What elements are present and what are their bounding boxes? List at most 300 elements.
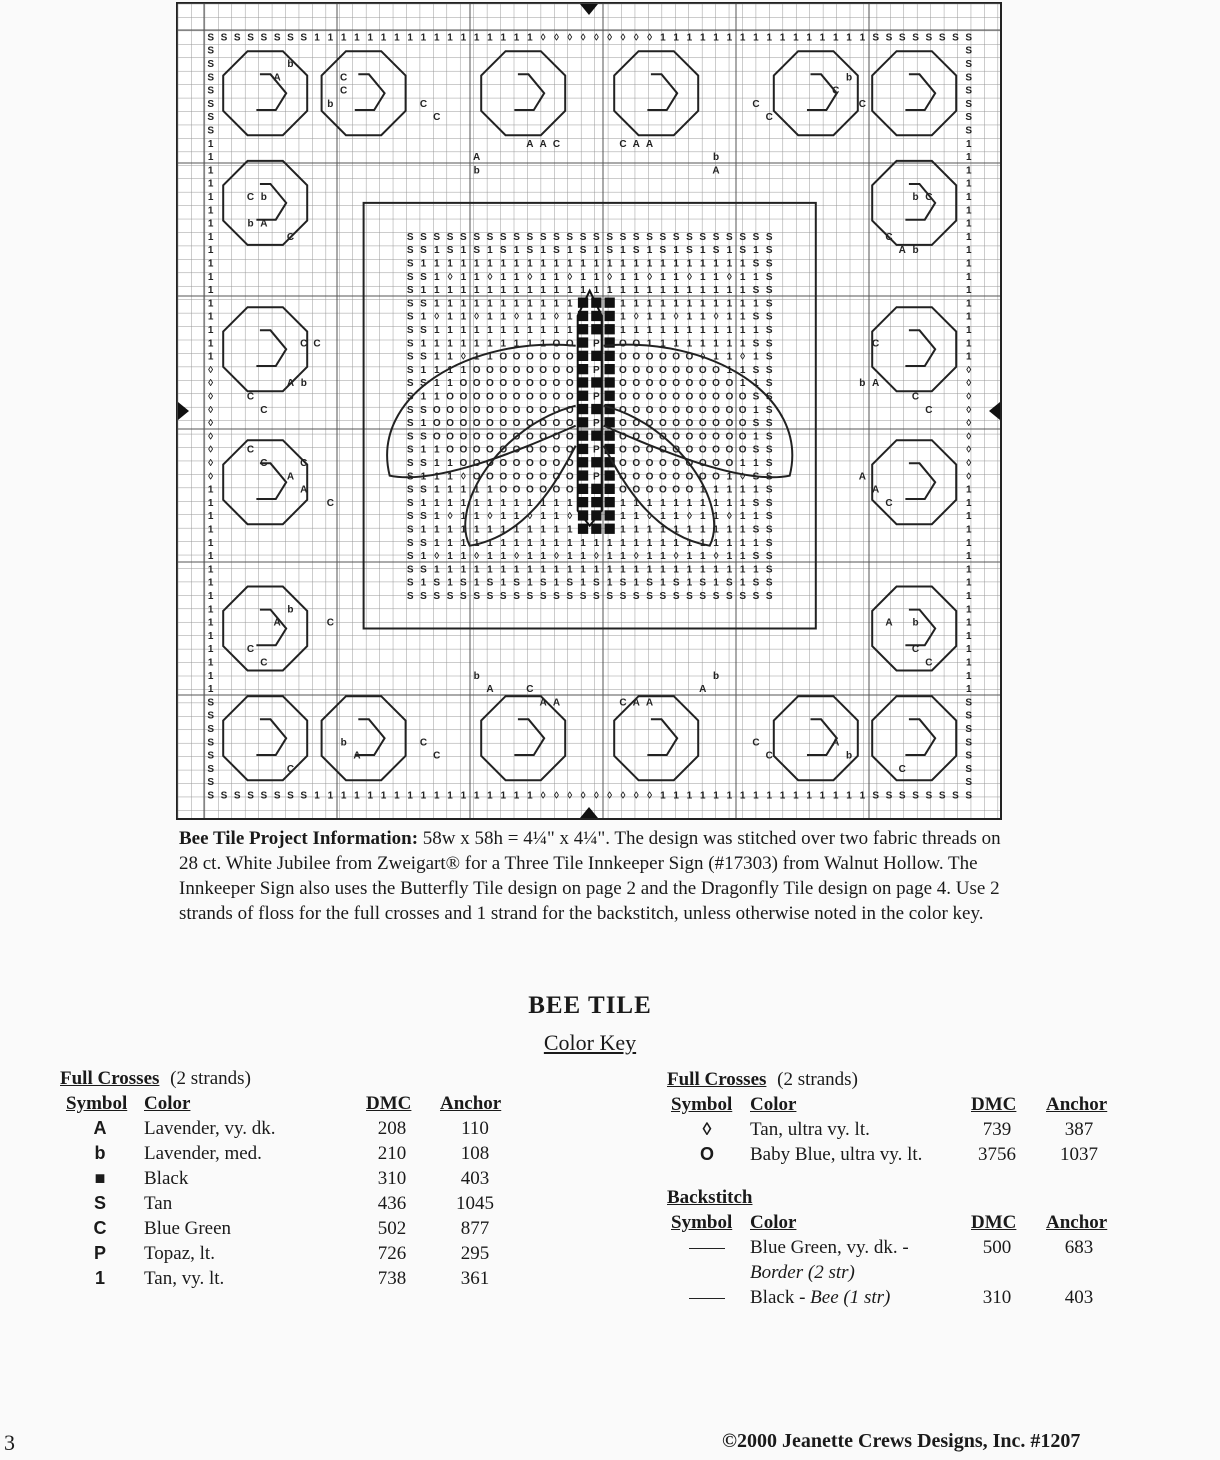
center-stitch: 1 (660, 338, 666, 350)
center-stitch: O (738, 391, 747, 403)
center-stitch: 1 (673, 324, 679, 336)
center-stitch: 1 (660, 564, 666, 576)
copyright-notice: ©2000 Jeanette Crews Designs, Inc. #1207 (722, 1430, 1081, 1452)
center-stitch: S (659, 590, 667, 602)
center-stitch: S (739, 231, 746, 243)
center-stitch: 1 (646, 551, 653, 563)
center-stitch: 1 (553, 537, 560, 549)
center-stitch: S (406, 324, 414, 336)
backstitch-line-symbol (689, 1287, 729, 1309)
center-stitch: O (619, 444, 627, 456)
border-stitch: ◊ (966, 444, 972, 456)
center-stitch: 1 (500, 551, 507, 563)
center-stitch: S (752, 524, 760, 536)
center-stitch: O (619, 378, 627, 390)
center-stitch: 1 (686, 497, 693, 509)
center-stitch: 1 (606, 537, 613, 549)
center-stitch: 1 (753, 324, 759, 336)
center-stitch: 1 (620, 298, 626, 310)
center-stitch: 1 (487, 484, 493, 496)
line-dash-icon (689, 1248, 725, 1249)
center-stitch: O (446, 444, 454, 456)
border-stitch: 1 (513, 32, 520, 44)
border-stitch: ◊ (208, 391, 214, 403)
border-stitch: 1 (207, 617, 214, 629)
center-stitch: 1 (646, 298, 653, 310)
border-stitch: 1 (367, 32, 374, 44)
center-stitch: O (632, 404, 641, 416)
center-stitch: O (725, 457, 734, 469)
center-stitch: S (765, 311, 773, 323)
center-stitch: O (486, 471, 494, 483)
chart-frame (177, 3, 1001, 819)
border-stitch: 1 (846, 32, 852, 44)
center-stitch: 1 (513, 285, 520, 297)
center-stitch: O (512, 444, 521, 456)
center-stitch: S (765, 418, 773, 430)
border-stitch: S (952, 32, 959, 44)
center-stitch: 1 (673, 497, 679, 509)
center-stitch: 1 (540, 524, 546, 536)
center-stitch: 1 (500, 338, 507, 350)
center-stitch: 1 (753, 245, 759, 257)
black-stitch (578, 391, 588, 401)
border-stitch: 1 (367, 790, 374, 802)
color-key-right (667, 1069, 1147, 1319)
border-motif-stitch: b (712, 670, 720, 682)
border-stitch: S (247, 32, 254, 44)
center-stitch: 1 (713, 564, 719, 576)
border-stitch: 1 (965, 298, 972, 310)
border-motif-stitch: C (260, 457, 268, 469)
border-motif-stitch: C (765, 112, 773, 124)
center-stitch: 1 (753, 271, 759, 283)
center-stitch: ◊ (434, 311, 440, 323)
key-anchor-number: 403 (460, 1168, 490, 1189)
page-number: 3 (4, 1430, 15, 1455)
center-stitch: O (512, 418, 521, 430)
border-stitch: S (207, 697, 214, 709)
center-stitch: O (698, 391, 707, 403)
border-stitch: 1 (832, 32, 839, 44)
center-stitch: O (552, 457, 561, 469)
border-motif-stitch: A (645, 138, 654, 150)
center-stitch: 1 (753, 298, 759, 310)
center-stitch: 1 (447, 497, 453, 509)
key-color-name: Topaz, lt. (144, 1243, 215, 1264)
center-stitch: 1 (660, 285, 666, 297)
center-stitch: O (512, 431, 521, 443)
center-stitch: 1 (699, 564, 706, 576)
center-stitch: ◊ (474, 551, 480, 563)
border-motif-stitch: C (885, 497, 893, 509)
center-stitch: O (658, 404, 667, 416)
border-stitch: 1 (433, 32, 440, 44)
border-stitch: S (925, 32, 933, 44)
border-stitch: 1 (819, 32, 826, 44)
border-motif-stitch: C (340, 72, 348, 84)
center-stitch: S (406, 404, 414, 416)
center-stitch: O (552, 484, 561, 496)
center-stitch: 1 (646, 285, 653, 297)
center-stitch: 1 (447, 324, 453, 336)
key-anchor-number: 683 (1064, 1237, 1094, 1258)
center-stitch: O (499, 457, 508, 469)
center-stitch: S (752, 577, 760, 589)
center-stitch: O (632, 418, 641, 430)
center-stitch: P (593, 364, 600, 376)
center-stitch: S (646, 590, 653, 602)
center-stitch: P (593, 471, 600, 483)
border-stitch: 1 (965, 630, 972, 642)
center-stitch: 1 (473, 577, 480, 589)
center-stitch: 1 (673, 298, 679, 310)
col-header-symbol: Symbol (671, 1212, 733, 1233)
center-stitch: S (420, 511, 427, 523)
center-stitch: S (752, 231, 760, 243)
center-stitch: O (552, 351, 561, 363)
center-stitch: 1 (739, 564, 746, 576)
border-motif-stitch: C (526, 684, 534, 696)
key-color-name: Lavender, med. (144, 1143, 262, 1164)
border-stitch: 1 (965, 644, 972, 656)
key-color-name: Tan, ultra vy. lt. (750, 1119, 870, 1140)
center-stitch: 1 (513, 338, 520, 350)
center-stitch: O (512, 404, 521, 416)
border-motif-stitch: b (327, 98, 334, 110)
border-stitch: ◊ (633, 790, 639, 802)
border-stitch: 1 (380, 32, 387, 44)
center-stitch: S (406, 351, 414, 363)
center-stitch: 1 (553, 271, 560, 283)
border-stitch: S (965, 737, 973, 749)
border-stitch: S (965, 710, 973, 722)
center-stitch: O (685, 378, 694, 390)
center-stitch: O (738, 418, 747, 430)
center-stitch: 1 (726, 285, 733, 297)
col-header-symbol: Symbol (66, 1093, 128, 1114)
center-stitch: 1 (527, 524, 533, 536)
center-stitch: 1 (460, 298, 467, 310)
key-anchor-number: 877 (460, 1218, 490, 1239)
center-stitch: 1 (686, 258, 693, 270)
center-stitch: S (499, 590, 507, 602)
border-stitch: 1 (965, 152, 972, 164)
center-stitch: ◊ (434, 551, 440, 563)
center-stitch: S (406, 431, 414, 443)
border-stitch: ◊ (607, 790, 613, 802)
center-stitch: 1 (553, 324, 560, 336)
center-stitch: 1 (500, 271, 507, 283)
border-stitch: 1 (965, 684, 972, 696)
key-row (60, 1218, 540, 1243)
center-stitch: 1 (660, 577, 666, 589)
center-stitch: 1 (527, 285, 533, 297)
black-stitch (605, 298, 615, 308)
center-stitch: 1 (487, 258, 493, 270)
border-stitch: 1 (965, 138, 972, 150)
center-stitch: S (539, 590, 547, 602)
border-stitch: ◊ (540, 790, 546, 802)
center-stitch: S (406, 364, 414, 376)
center-stitch: O (512, 457, 521, 469)
center-stitch: O (539, 364, 548, 376)
center-stitch: S (752, 391, 760, 403)
border-stitch: 1 (487, 32, 493, 44)
center-stitch: 1 (713, 484, 719, 496)
center-stitch: 1 (433, 351, 440, 363)
border-stitch: 1 (340, 32, 347, 44)
backstitch-row (667, 1237, 1147, 1283)
center-stitch: O (698, 418, 707, 430)
border-motif-stitch: C (246, 391, 255, 403)
backstitch-row (667, 1287, 1147, 1312)
black-stitch (605, 524, 615, 534)
border-stitch: 1 (207, 338, 214, 350)
center-stitch: 1 (487, 285, 493, 297)
center-stitch: ◊ (487, 511, 493, 523)
center-stitch: 1 (540, 497, 546, 509)
border-stitch: 1 (420, 32, 427, 44)
center-stitch: O (658, 351, 667, 363)
center-stitch: O (712, 391, 720, 403)
center-stitch: S (686, 231, 693, 243)
border-stitch: 1 (433, 790, 440, 802)
center-stitch: 1 (460, 258, 467, 270)
border-stitch: 1 (207, 311, 214, 323)
center-stitch: 1 (699, 285, 706, 297)
center-stitch: O (472, 444, 481, 456)
center-stitch: 1 (540, 311, 546, 323)
center-stitch: O (565, 471, 574, 483)
center-stitch: S (699, 590, 707, 602)
border-stitch: S (287, 32, 294, 44)
border-motif-stitch: A (486, 684, 494, 696)
border-motif-stitch: b (260, 191, 267, 203)
border-stitch: 1 (726, 32, 733, 44)
center-stitch: O (552, 444, 561, 456)
center-stitch: 1 (580, 285, 586, 297)
center-stitch: S (553, 231, 560, 243)
center-stitch: S (539, 231, 547, 243)
center-stitch: O (565, 391, 574, 403)
center-stitch: S (765, 364, 773, 376)
center-stitch: 1 (580, 271, 586, 283)
center-stitch: S (420, 351, 427, 363)
center-stitch: S (752, 418, 760, 430)
center-stitch: S (420, 431, 427, 443)
center-stitch: O (619, 471, 627, 483)
border-stitch: 1 (407, 32, 413, 44)
center-stitch: O (486, 431, 494, 443)
center-stitch: S (672, 577, 680, 589)
center-stitch: S (420, 271, 427, 283)
center-stitch: O (645, 431, 654, 443)
center-stitch: 1 (433, 364, 440, 376)
center-stitch: S (765, 577, 773, 589)
border-motif-stitch: A (353, 750, 361, 762)
border-stitch: S (220, 32, 228, 44)
center-stitch: 1 (420, 524, 427, 536)
border-stitch: 1 (846, 790, 852, 802)
center-stitch: S (606, 231, 613, 243)
center-stitch: O (565, 484, 574, 496)
border-motif-stitch: C (419, 737, 428, 749)
center-stitch: S (765, 444, 773, 456)
center-stitch: O (512, 378, 521, 390)
center-stitch: 1 (620, 285, 626, 297)
border-stitch: S (207, 723, 214, 735)
border-motif-stitch: A (286, 378, 295, 390)
black-stitch (578, 470, 588, 480)
border-stitch: S (207, 72, 214, 84)
center-stitch: S (406, 271, 414, 283)
center-stitch: S (406, 524, 414, 536)
center-stitch: S (752, 497, 760, 509)
center-stitch: P (593, 444, 600, 456)
center-stitch: 1 (527, 577, 533, 589)
center-stitch: 1 (580, 577, 586, 589)
center-stitch: 1 (673, 537, 679, 549)
center-stitch: O (512, 351, 521, 363)
center-stitch: O (552, 364, 561, 376)
section-title: Full Crosses (667, 1069, 767, 1090)
center-stitch: 1 (487, 298, 493, 310)
center-stitch: S (446, 245, 454, 257)
key-row (60, 1268, 540, 1293)
center-stitch: O (486, 391, 494, 403)
border-motif-stitch: C (300, 457, 308, 469)
border-stitch: 1 (207, 484, 214, 496)
center-stitch: 1 (433, 245, 440, 257)
cross-stitch-chart (176, 2, 1002, 820)
center-stitch: 1 (527, 298, 533, 310)
border-stitch: 1 (207, 564, 214, 576)
border-stitch: 1 (859, 790, 866, 802)
center-stitch: O (446, 391, 454, 403)
center-stitch: S (446, 590, 454, 602)
border-stitch: S (207, 125, 214, 137)
center-stitch: S (420, 484, 427, 496)
center-stitch: 1 (726, 338, 733, 350)
center-stitch: O (539, 431, 548, 443)
key-row (60, 1118, 540, 1143)
key-row (667, 1144, 1147, 1169)
center-stitch: 1 (433, 524, 440, 536)
border-stitch: 1 (965, 165, 972, 177)
border-stitch: 1 (207, 152, 214, 164)
center-stitch: O (512, 364, 521, 376)
center-stitch: ◊ (633, 311, 639, 323)
border-stitch: 1 (713, 32, 719, 44)
center-stitch: 1 (660, 511, 666, 523)
border-motif-stitch: b (287, 58, 294, 70)
center-stitch: O (525, 457, 534, 469)
black-stitch (605, 484, 615, 494)
border-motif-stitch: b (300, 378, 307, 390)
center-stitch: O (565, 431, 574, 443)
center-stitch: 1 (699, 271, 706, 283)
center-stitch: ◊ (673, 551, 679, 563)
center-stitch: S (632, 590, 640, 602)
center-stitch: S (539, 577, 547, 589)
center-stitch: 1 (447, 351, 453, 363)
center-stitch: S (765, 404, 773, 416)
key-color-name: Baby Blue, ultra vy. lt. (750, 1144, 923, 1165)
center-stitch: 1 (447, 298, 453, 310)
border-stitch: 1 (660, 32, 666, 44)
center-stitch: O (565, 338, 574, 350)
border-stitch: 1 (699, 790, 706, 802)
center-stitch: 1 (460, 311, 467, 323)
center-stitch: 1 (487, 351, 493, 363)
center-stitch: 1 (633, 324, 640, 336)
border-stitch: 1 (207, 191, 214, 203)
border-stitch: ◊ (208, 444, 214, 456)
center-stitch: S (406, 564, 414, 576)
center-stitch: O (632, 457, 641, 469)
center-stitch: 1 (753, 511, 759, 523)
border-stitch: 1 (965, 178, 972, 190)
black-stitch (578, 524, 588, 534)
center-stitch: O (672, 364, 681, 376)
center-stitch: 1 (460, 524, 467, 536)
center-stitch: 1 (686, 537, 693, 549)
key-row (60, 1143, 540, 1168)
border-stitch: 1 (965, 617, 972, 629)
center-stitch: S (460, 577, 467, 589)
key-anchor-number: 361 (460, 1268, 490, 1289)
center-stitch: 1 (566, 497, 573, 509)
center-stitch: 1 (447, 537, 453, 549)
center-stitch: S (712, 231, 720, 243)
key-symbol: S (93, 1193, 106, 1213)
center-stitch: O (525, 431, 534, 443)
backstitch-note: Border (2 str) (750, 1262, 855, 1283)
center-stitch: S (473, 245, 480, 257)
border-stitch: S (965, 697, 973, 709)
border-stitch: ◊ (580, 790, 586, 802)
center-stitch: S (420, 590, 427, 602)
bee-tile-chart-graphic (176, 2, 1002, 820)
center-stitch: 1 (473, 524, 480, 536)
center-stitch: O (645, 457, 654, 469)
center-stitch: O (725, 431, 734, 443)
center-stitch: 1 (699, 511, 706, 523)
center-stitch: 1 (739, 511, 746, 523)
full-crosses-heading-right (667, 1069, 858, 1091)
center-stitch: 1 (646, 324, 653, 336)
border-stitch: 1 (699, 32, 706, 44)
center-stitch: O (459, 418, 468, 430)
key-dmc-number: 208 (377, 1118, 407, 1139)
black-stitch (578, 377, 588, 387)
center-stitch: O (459, 391, 468, 403)
center-stitch: S (712, 245, 720, 257)
center-stitch: O (472, 378, 481, 390)
center-stitch: O (539, 391, 548, 403)
center-stitch: 1 (620, 497, 626, 509)
center-stitch: 1 (566, 285, 573, 297)
center-stitch: S (420, 564, 427, 576)
center-stitch: O (539, 457, 548, 469)
key-row (60, 1168, 540, 1193)
center-stitch: S (406, 378, 414, 390)
center-stitch: 1 (739, 338, 746, 350)
center-stitch: 1 (433, 564, 440, 576)
center-stitch: 1 (620, 258, 626, 270)
center-stitch: 1 (633, 258, 640, 270)
